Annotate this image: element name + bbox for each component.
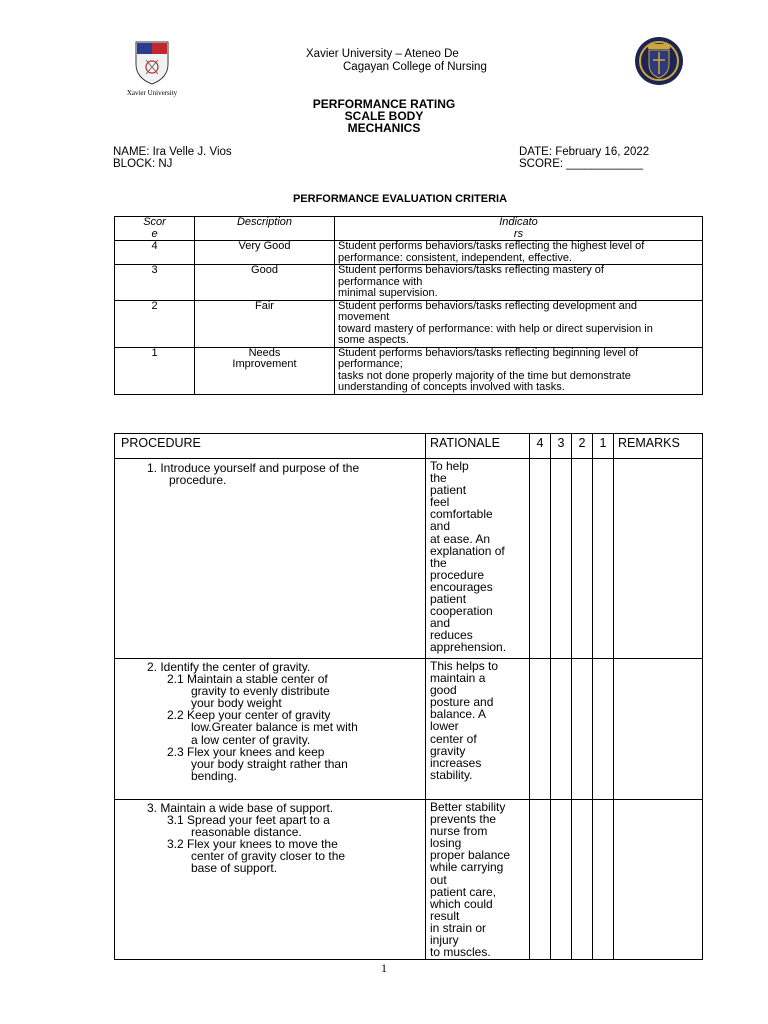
description-header: Description	[195, 217, 335, 241]
procedure-step	[115, 800, 426, 960]
table-row	[115, 241, 703, 265]
score-3-cell[interactable]	[551, 659, 572, 800]
step-rationale: Better stability prevents the nurse from losing proper balance while carrying out patient care, which could result in strain or injury to muscles.	[426, 800, 530, 960]
page-number: 1	[381, 961, 387, 975]
substep: 3.1 Spread your feet apart to a reasonable distance.	[167, 813, 330, 840]
xavier-university-logo	[124, 40, 180, 97]
score-1-cell[interactable]	[593, 459, 614, 659]
nursing-seal-icon	[634, 36, 684, 86]
university-name-line1: Xavier University – Ateneo De	[306, 48, 459, 60]
document-title-line1: PERFORMANCE RATING	[312, 97, 456, 111]
procedure-step	[115, 659, 426, 800]
evaluation-criteria-table	[114, 216, 703, 395]
table-row	[115, 300, 703, 347]
score-2-cell[interactable]	[572, 459, 593, 659]
score-4-cell[interactable]	[530, 800, 551, 960]
table-row	[115, 800, 703, 960]
procedure-table	[114, 433, 703, 960]
student-name: NAME: Ira Velle J. Vios	[113, 146, 232, 158]
step-rationale: To help the patient feel comfortable and at ease. An explanation of the procedure encourages patient cooperation and reduces apprehension.	[426, 459, 530, 659]
evaluation-date: DATE: February 16, 2022	[519, 146, 650, 158]
rationale-header: RATIONALE	[426, 434, 530, 459]
criteria-description: Needs Improvement	[195, 347, 335, 394]
criteria-header-row	[115, 217, 703, 241]
substep: 3.2 Flex your knees to move the center of gravity closer to the base of support.	[167, 837, 346, 876]
table-row	[115, 659, 703, 800]
step-text: 2. Identify the center of gravity.	[147, 660, 311, 674]
table-row	[115, 459, 703, 659]
score-3-header: 3	[551, 434, 572, 459]
substep: 2.1 Maintain a stable center of gravity to evenly distribute your body weight	[167, 672, 330, 711]
score-1-cell[interactable]	[593, 800, 614, 960]
criteria-score: 2	[115, 300, 195, 347]
score-header: Scor e	[115, 217, 195, 241]
criteria-title: PERFORMANCE EVALUATION CRITERIA	[292, 193, 508, 205]
indicators-header: Indicato rs	[335, 217, 703, 241]
remarks-cell[interactable]	[614, 800, 703, 960]
score-3-cell[interactable]	[551, 459, 572, 659]
criteria-description: Good	[195, 265, 335, 301]
score-2-cell[interactable]	[572, 800, 593, 960]
college-of-nursing-seal	[634, 36, 684, 86]
table-row	[115, 347, 703, 394]
document-title-line2: SCALE BODY	[344, 109, 424, 123]
step-text: 3. Maintain a wide base of support.	[147, 801, 334, 815]
document-title-line3: MECHANICS	[347, 121, 421, 135]
score-3-cell[interactable]	[551, 800, 572, 960]
criteria-indicator: Student performs behaviors/tasks reflecting mastery of performance with minimal supervision.	[335, 265, 703, 301]
step-rationale: This helps to maintain a good posture and balance. A lower center of gravity increases stability.	[426, 659, 530, 800]
criteria-score: 4	[115, 241, 195, 265]
score-1-header: 1	[593, 434, 614, 459]
university-name-line2: Cagayan College of Nursing	[343, 61, 487, 73]
procedure-header: PROCEDURE	[115, 434, 426, 459]
score-4-header: 4	[530, 434, 551, 459]
procedure-step	[115, 459, 426, 659]
remarks-cell[interactable]	[614, 459, 703, 659]
criteria-score: 1	[115, 347, 195, 394]
substep: 2.3 Flex your knees and keep your body straight rather than bending.	[167, 744, 348, 783]
step-text: procedure.	[169, 473, 227, 488]
criteria-description: Very Good	[195, 241, 335, 265]
score-field: SCORE: ____________	[519, 158, 644, 170]
score-4-cell[interactable]	[530, 659, 551, 800]
score-1-cell[interactable]	[593, 659, 614, 800]
step-text: 1. Introduce yourself and purpose of the	[147, 461, 360, 475]
remarks-header: REMARKS	[614, 434, 703, 459]
criteria-score: 3	[115, 265, 195, 301]
score-4-cell[interactable]	[530, 459, 551, 659]
criteria-indicator: Student performs behaviors/tasks reflecting the highest level of performance: consistent, independent, effective.	[335, 241, 703, 265]
score-2-header: 2	[572, 434, 593, 459]
remarks-cell[interactable]	[614, 659, 703, 800]
substep: 2.2 Keep your center of gravity low.Greater balance is met with a low center of gravity.	[167, 708, 358, 747]
score-2-cell[interactable]	[572, 659, 593, 800]
criteria-indicator: Student performs behaviors/tasks reflecting beginning level of performance; tasks not done properly majority of the time but demonstrate understanding of concepts involved with tasks.	[335, 347, 703, 394]
criteria-indicator: Student performs behaviors/tasks reflecting development and movement toward mastery of performance: with help or direct supervision in some aspects.	[335, 300, 703, 347]
student-block: BLOCK: NJ	[113, 158, 173, 170]
table-row	[115, 265, 703, 301]
left-logo-text: Xavier University	[126, 89, 178, 97]
shield-crest-icon	[124, 40, 180, 86]
procedure-header-row	[115, 434, 703, 459]
criteria-description: Fair	[195, 300, 335, 347]
